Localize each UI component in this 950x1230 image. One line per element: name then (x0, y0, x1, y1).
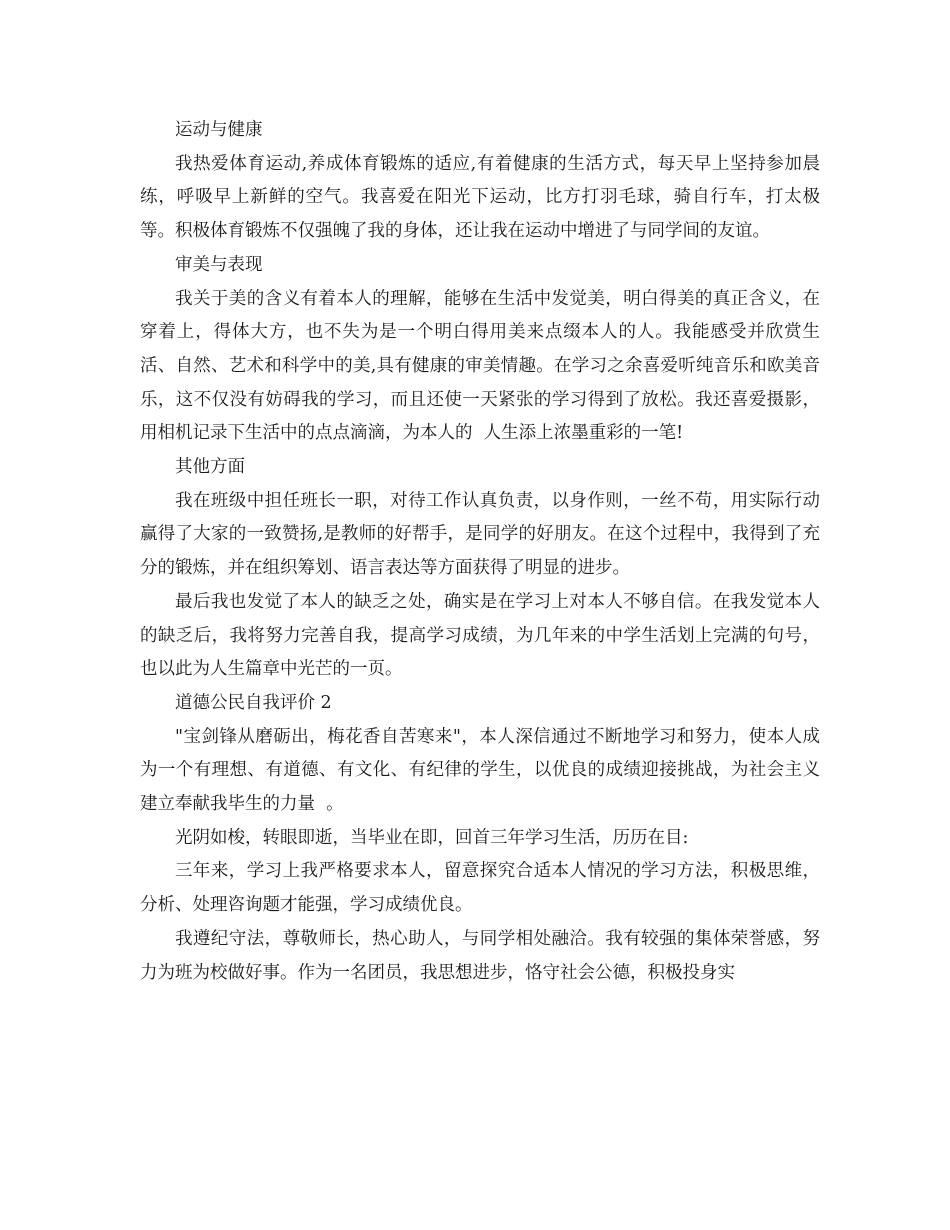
paragraph-study: 三年来，学习上我严格要求本人，留意探究合适本人情况的学习方法，积极思维，分析、处理咨询题才能强，学习成绩优良。 (140, 861, 820, 916)
paragraph-sports-health: 我热爱体育运动,养成体育锻炼的适应,有着健康的生活方式，每天早上坚持参加晨练，呼吸早上新鲜的空气。我喜爱在阳光下运动，比方打羽毛球，骑自行车，打太极等。积极体育锻炼不仅强魄了我的身体，还让我在运动中增进了与同学间的友谊。 (140, 153, 820, 242)
paragraph-discipline: 我遵纪守法，尊敬师长，热心助人，与同学相处融洽。我有较强的集体荣誉感，努 力为班为校做好事。作为一名团员，我思想进步，恪守社会公德，积极投身实 (140, 928, 832, 983)
section-heading-moral-evaluation-2: 道德公民自我评价 2 (175, 692, 332, 713)
section-heading-other-aspects: 其他方面 (175, 457, 245, 478)
paragraph-quote: "宝剑锋从磨砺出，梅花香自苦寒来"，本人深信通过不断地学习和努力，使本人成为一个有理想、有道德、有文化、有纪律的学生，以优良的成绩迎接挑战，为社会主义建立奉献我毕生的力量 。 (140, 726, 820, 815)
paragraph-shortcomings: 最后我也发觉了本人的缺乏之处，确实是在学习上对本人不够自信。在我发觉本人的缺乏后，我将努力完善自我，提高学习成绩，为几年来的中学生活划上完满的句号，也以此为人生篇章中光芒的一页。 (140, 591, 820, 680)
section-heading-sports-health: 运动与健康 (175, 120, 263, 140)
section-heading-aesthetics: 审美与表现 (175, 254, 263, 275)
paragraph-aesthetics: 我关于美的含义有着本人的理解，能够在生活中发觉美，明白得美的真正含义，在穿着上，得体大方，也不失为是一个明白得用美来点缀本人的人。我能感受并欣赏生活、自然、艺术和科学中的美,具有健康的审美情趣。在学习之余喜爱听纯音乐和欧美音乐，这不仅没有妨碍我的学习，而且还使一天紧张的学习得到了放松。我还喜爱摄影，用相机记录下生活中的点点滴滴，为本人的 人生添上浓墨重彩的一笔! (140, 288, 820, 444)
paragraph-time-flies: 光阴如梭，转眼即逝，当毕业在即，回首三年学习生活，历历在目: (175, 827, 689, 848)
document-body (140, 114, 832, 990)
paragraph-class-monitor: 我在班级中担任班长一职，对待工作认真负责，以身作则，一丝不苟，用实际行动赢得了大家的一致赞扬,是教师的好帮手，是同学的好朋友。在这个过程中，我得到了充分的锻炼，并在组织筹划、语言表达等方面获得了明显的进步。 (140, 490, 820, 579)
